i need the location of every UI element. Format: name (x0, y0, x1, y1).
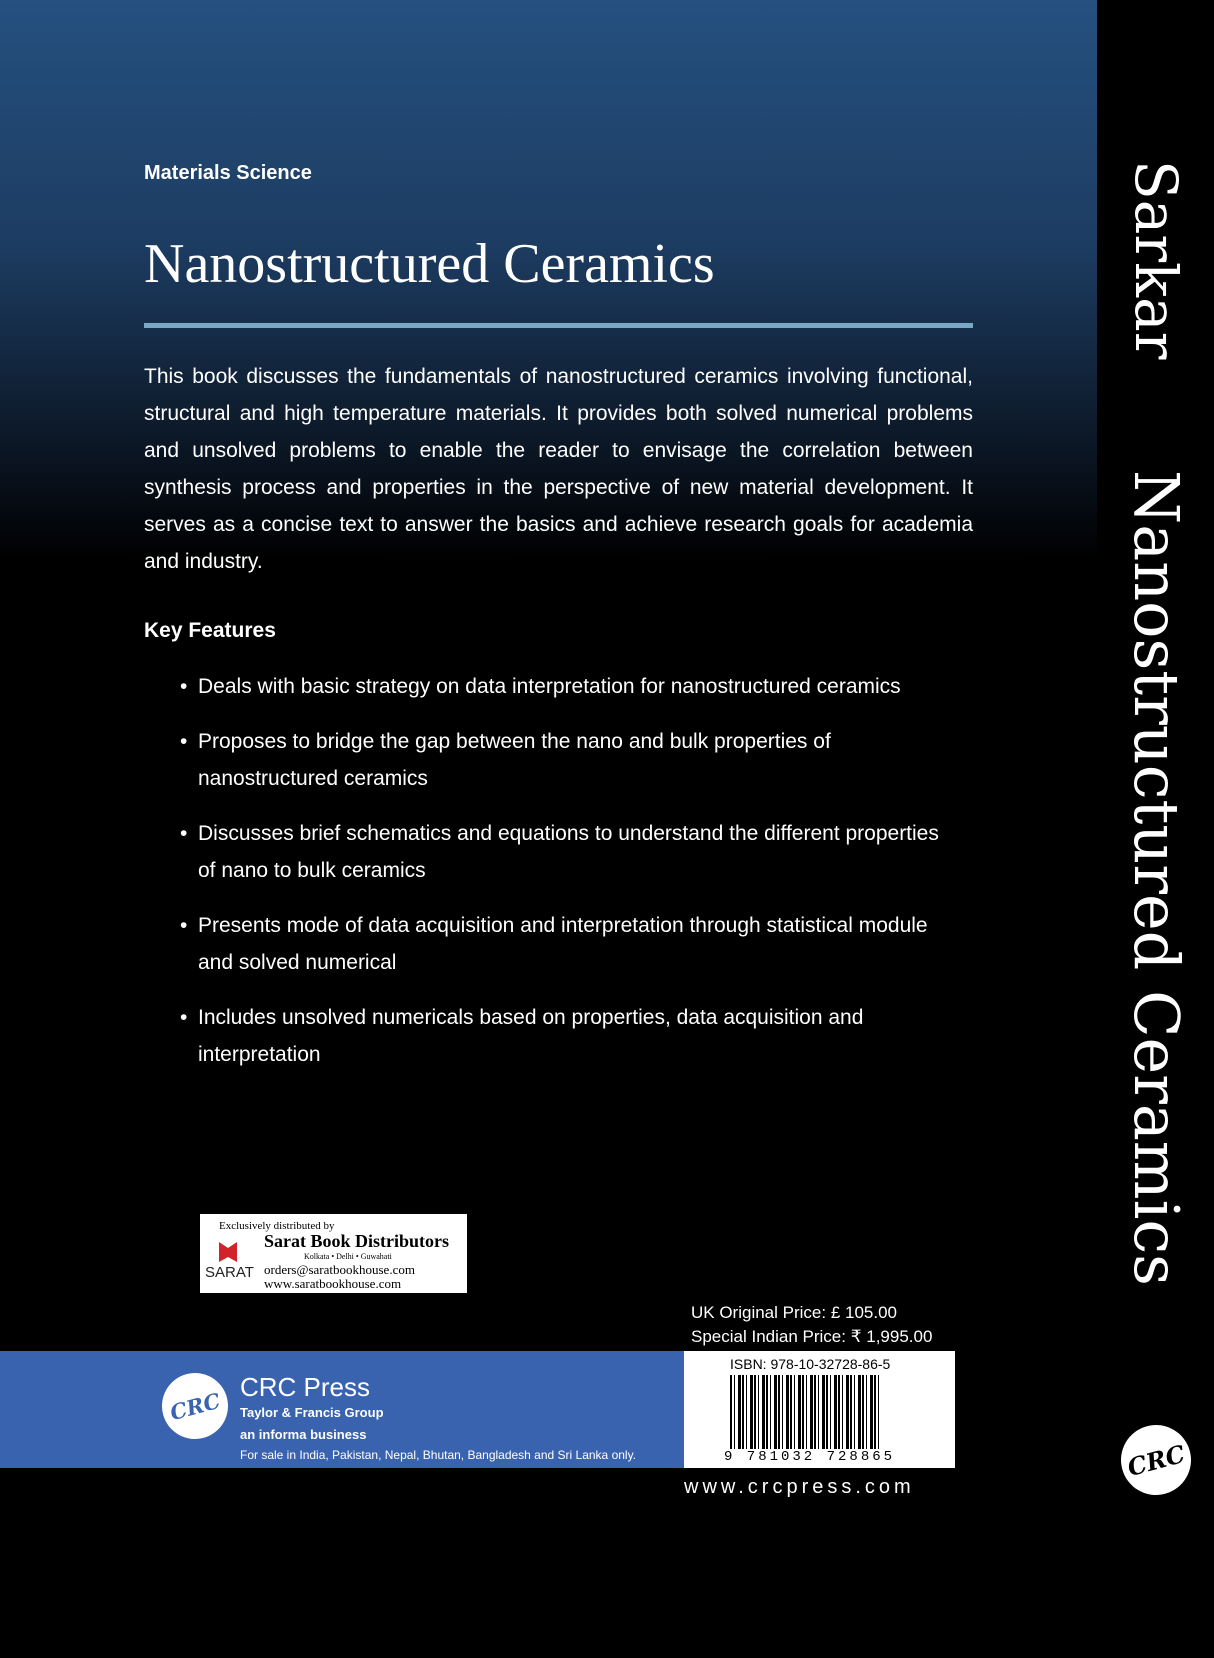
spine-crc-logo-icon: CRC (1113, 1417, 1199, 1503)
distributor-cities: Kolkata • Delhi • Guwahati (304, 1252, 392, 1261)
publisher-group: Taylor & Francis Group (240, 1405, 384, 1420)
barcode-box (684, 1351, 955, 1468)
barcode-digits: 9 781032 728865 (724, 1449, 896, 1465)
distributor-name: Sarat Book Distributors (264, 1231, 450, 1251)
category-label: Materials Science (144, 162, 312, 184)
key-features-heading: Key Features (144, 619, 276, 642)
spine-author-text: Sarkar (1121, 160, 1190, 360)
distributor-box (200, 1214, 467, 1293)
publisher-website: www.crcpress.com (684, 1476, 915, 1498)
book-mark-icon (219, 1242, 237, 1262)
key-features-list (180, 668, 940, 1091)
sale-territory-note: For sale in India, Pakistan, Nepal, Bhutan, Bangladesh and Sri Lanka only. (240, 1448, 637, 1462)
distributor-website: www.saratbookhouse.com (264, 1276, 402, 1291)
uk-price: UK Original Price: £ 105.00 (691, 1303, 897, 1322)
book-description: This book discusses the fundamentals of nanostructured ceramics involving functional, structural and high temperature materials. It provides both solved numerical problems and unsolved problems to enable the reader to envisage the correlation between synthesis process and properties in the perspective of new material development. It serves as a concise text to answer the basics and achieve research goals for academia and industry. (144, 365, 973, 573)
title-divider (144, 323, 973, 328)
publisher-informa: an informa business (240, 1427, 367, 1442)
barcode-icon (730, 1375, 880, 1449)
key-feature-item: • Presents mode of data acquisition and interpretation through statistical module and solved numerical (180, 907, 940, 981)
price-block (691, 1301, 932, 1349)
key-feature-item: • Includes unsolved numericals based on properties, data acquisition and interpretation (180, 999, 940, 1073)
key-feature-item: • Discusses brief schematics and equations to understand the different properties of nano to bulk ceramics (180, 815, 940, 889)
isbn-text: ISBN: 978-10-32728-86-5 (730, 1356, 891, 1372)
distributor-label: Exclusively distributed by (219, 1220, 335, 1232)
distributor-email: orders@saratbookhouse.com (264, 1262, 415, 1277)
india-price: Special Indian Price: ₹ 1,995.00 (691, 1327, 933, 1346)
spine-author (1097, 160, 1214, 360)
publisher-name: CRC Press (240, 1372, 371, 1402)
key-feature-item: • Deals with basic strategy on data interpretation for nanostructured ceramics (180, 668, 940, 705)
sarat-logo-icon (205, 1242, 254, 1288)
book-title: Nanostructured Ceramics (144, 233, 715, 295)
spine-title (1097, 470, 1214, 1286)
sarat-logo-text: SARAT (205, 1264, 254, 1281)
key-feature-item: • Proposes to bridge the gap between the nano and bulk properties of nanostructured ceramics (180, 723, 940, 797)
crc-logo-icon: CRC (155, 1366, 236, 1447)
spine-title-text: Nanostructured Ceramics (1119, 470, 1193, 1286)
